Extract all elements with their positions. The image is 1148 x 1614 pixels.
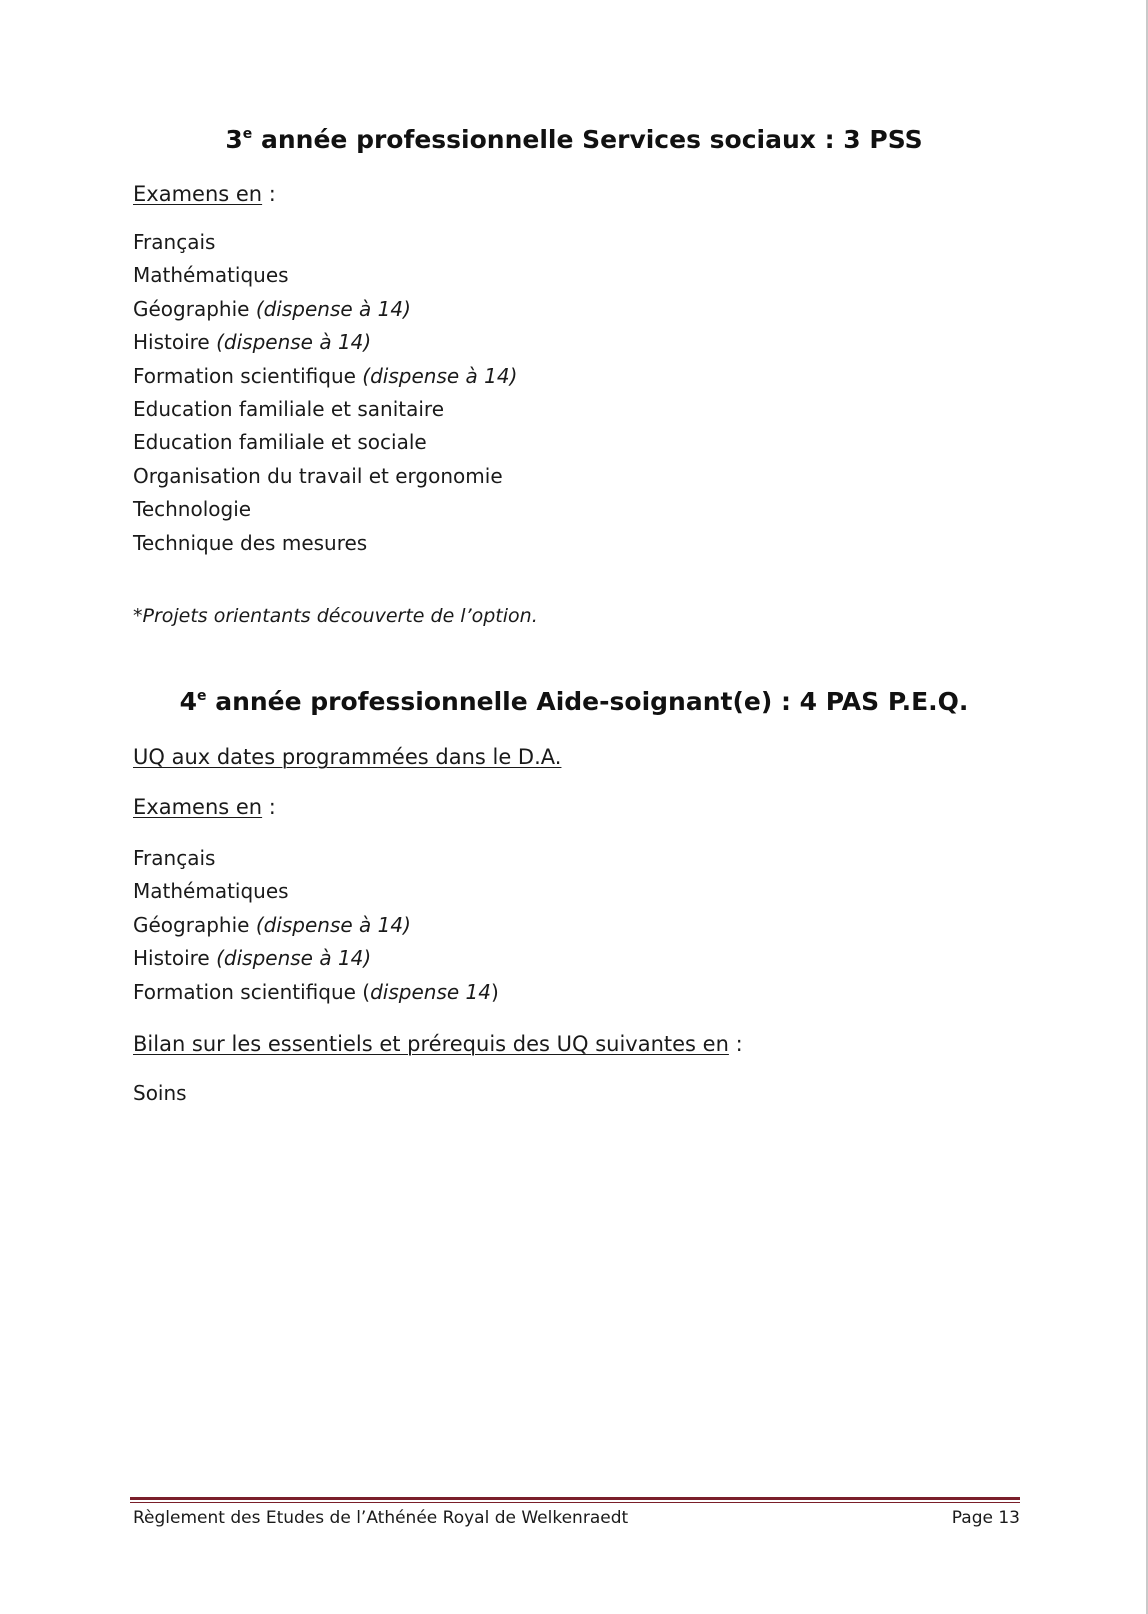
- section2-title: 4e année professionnelle Aide-soignant(e) : 4 PAS P.E.Q.: [179, 687, 969, 716]
- list-item: Géographie (dispense à 14): [133, 296, 411, 321]
- list-item: Technique des mesures: [133, 530, 368, 555]
- list-item: Français: [133, 230, 216, 254]
- list-item: Mathématiques: [133, 263, 289, 288]
- footer-rule: [130, 1497, 1020, 1500]
- section2-bilan-item-soins: Soins: [133, 1081, 187, 1105]
- section2-exams-label: Examens en :: [133, 795, 276, 819]
- footer-rule-thin: [130, 1502, 1020, 1503]
- list-item: Education familiale et sociale: [133, 430, 427, 455]
- section1-exams-label: Examens en :: [133, 182, 276, 206]
- list-item: Formation scientifique (dispense à 14): [133, 363, 518, 388]
- list-item: Formation scientifique (dispense 14): [133, 979, 499, 1004]
- list-item: Organisation du travail et ergonomie: [133, 463, 503, 488]
- section2-bilan-label: Bilan sur les essentiels et prérequis des UQ suivantes en :: [133, 1032, 743, 1056]
- footer-page-number: Page 13: [951, 1508, 1020, 1528]
- section1-footnote: *Projets orientants découverte de l’option.: [133, 605, 538, 627]
- list-item: Histoire (dispense à 14): [133, 946, 372, 971]
- section1-subject-list: [133, 226, 517, 560]
- list-item: Education familiale et sanitaire: [133, 397, 445, 422]
- section2-uq-label: UQ aux dates programmées dans le D.A.: [133, 745, 562, 769]
- section1-title: 3e année professionnelle Services sociaux : 3 PSS: [225, 125, 923, 154]
- list-item: Géographie (dispense à 14): [133, 912, 411, 937]
- list-item: Technologie: [133, 497, 252, 522]
- footer-document-title: Règlement des Etudes de l’Athénée Royal de Welkenraedt: [133, 1508, 629, 1528]
- list-item: Histoire (dispense à 14): [133, 330, 372, 355]
- list-item: Français: [133, 846, 216, 870]
- section2-subject-list: [133, 842, 499, 1009]
- list-item: Mathématiques: [133, 879, 289, 904]
